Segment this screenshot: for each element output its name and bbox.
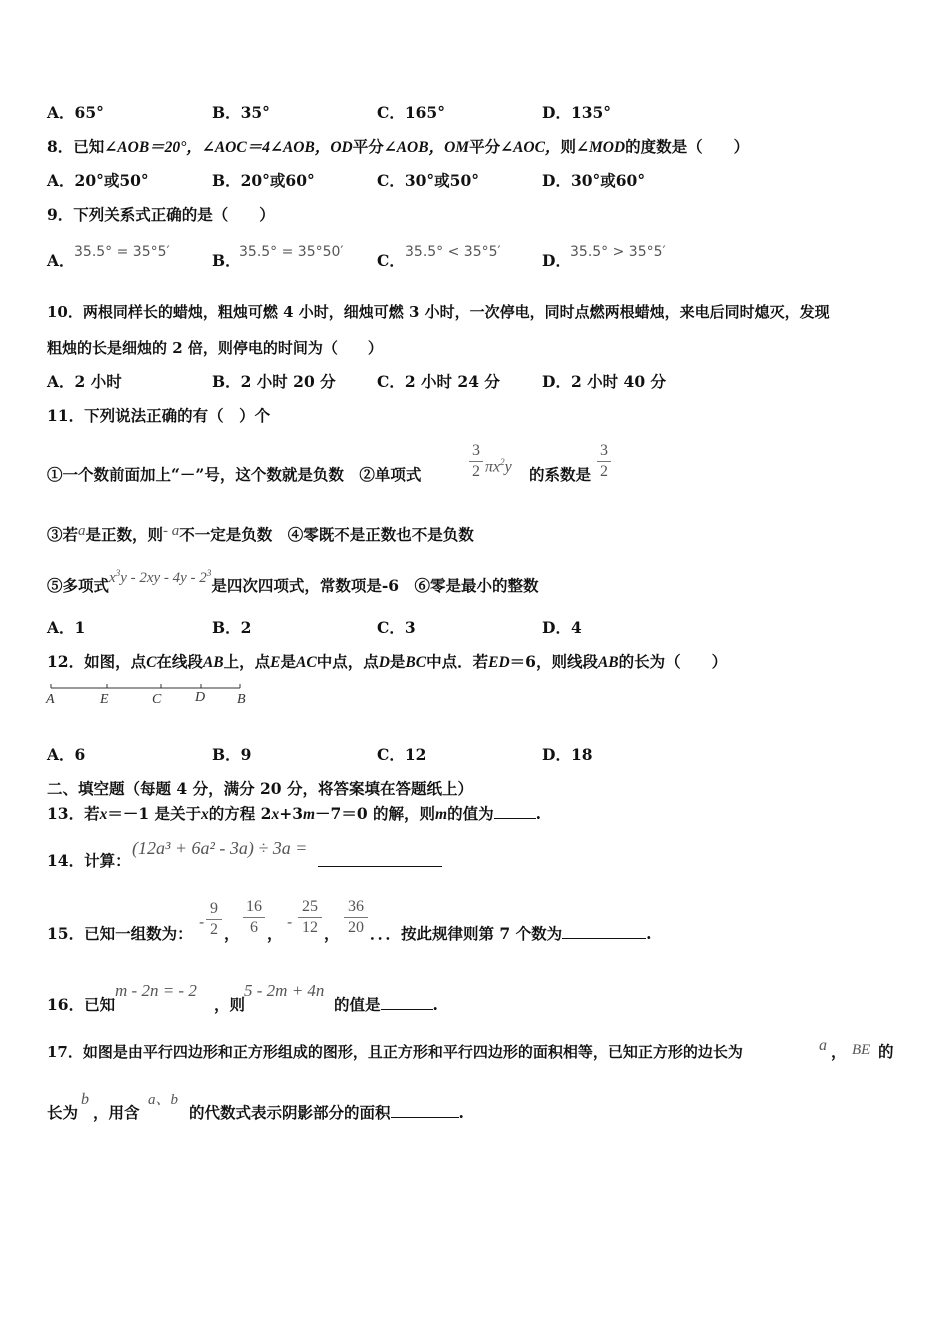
q15-frac-4: 36 20 — [344, 898, 368, 937]
q15-label: 15．已知一组数为： — [47, 924, 193, 943]
q9-option-b: B． — [212, 251, 241, 270]
q15-comma-1: ， — [224, 924, 240, 943]
q16-mid: ，则 — [214, 995, 246, 1014]
q14-expression: (12a³ + 6a² - 3a) ÷ 3a = — [132, 838, 308, 858]
q15-minus-3: - — [287, 913, 293, 931]
q8-stem: 8．已知∠AOB＝20°，∠AOC＝4∠AOB，OD平分∠AOB，OM平分∠AOC，则∠MOD的度数是（ ） — [47, 137, 750, 156]
q14-label: 14．计算： — [47, 851, 131, 870]
point-label-c: C — [152, 692, 162, 707]
q12-stem: 12．如图，点C在线段AB上，点E是AC中点，点D是BC中点．若ED＝6，则线段AB的长为（ ） — [47, 652, 728, 671]
q9-option-d-expr: 35.5° > 35°5′ — [570, 244, 666, 260]
q7-option-a: A．65° — [47, 103, 104, 122]
q15-frac-3: 25 12 — [298, 898, 322, 937]
q17-line2a: 长为 — [47, 1103, 79, 1122]
q10-option-b: B．2 小时 20 分 — [212, 372, 336, 391]
q16-condition: m - 2n = - 2 — [115, 981, 197, 1000]
q11-monomial-frac: 3 2 — [469, 442, 483, 481]
q12-segment-diagram — [45, 680, 255, 694]
q17-vars-ab: a、b — [148, 1092, 179, 1108]
q14-answer-blank[interactable] — [318, 852, 442, 867]
q15-comma-2: ， — [267, 924, 283, 943]
q11-statement-3-4: ③若a是正数，则- a不一定是负数 ④零既不是正数也不是负数 — [47, 523, 474, 544]
q17-line2c: 的代数式表示阴影部分的面积 . — [189, 1103, 464, 1122]
q17-var-b: b — [81, 1091, 89, 1108]
q16-expression: 5 - 2m + 4n — [244, 981, 325, 1000]
q10-option-d: D．2 小时 40 分 — [542, 372, 666, 391]
q11-monomial-expr: $\pi x^2y$ — [485, 457, 512, 476]
q12-option-b: B．9 — [212, 745, 252, 764]
q11-coef-label: 的系数是 — [529, 465, 592, 484]
q11-option-d: D．4 — [542, 618, 582, 637]
q12-option-c: C．12 — [377, 745, 427, 764]
point-label-b: B — [237, 692, 246, 707]
q7-option-d: D．135° — [542, 103, 612, 122]
point-label-d: D — [195, 690, 206, 705]
q17-comma: ， — [831, 1042, 847, 1061]
q8-option-d: D．30°或60° — [542, 171, 646, 190]
q15-answer-blank[interactable] — [562, 938, 646, 939]
q10-option-c: C．2 小时 24 分 — [377, 372, 500, 391]
q11-coef-frac: 3 2 — [597, 442, 611, 481]
q8-option-b: B．20°或60° — [212, 171, 315, 190]
q10-option-a: A．2 小时 — [47, 372, 122, 391]
section-2-heading: 二、填空题（每题 4 分，满分 20 分，将答案填在答题纸上） — [47, 779, 473, 798]
q11-statement-1-2: ①一个数前面加上“－”号，这个数就是负数 ②单项式 — [47, 465, 422, 484]
q15-frac-1: 9 2 — [206, 900, 222, 939]
q9-option-c: C． — [377, 251, 405, 270]
q17-de: 的 — [878, 1042, 894, 1061]
q13-stem: 13．若x＝－1 是关于x的方程 2x+3m－7＝0 的解，则m的值为 . — [47, 804, 541, 823]
q15-minus-1: - — [199, 913, 205, 931]
q10-stem-line1: 10．两根同样长的蜡烛，粗烛可燃 4 小时，细烛可燃 3 小时，一次停电，同时点燃两根蜡烛，来电后同时熄灭，发现 — [47, 303, 830, 321]
point-label-a: A — [46, 692, 55, 707]
q17-var-a: a — [819, 1037, 827, 1054]
q16-label: 16．已知 — [47, 995, 116, 1014]
q7-option-b: B．35° — [212, 103, 270, 122]
q13-answer-blank[interactable] — [494, 818, 536, 819]
q9-option-a-expr: 35.5° = 35°5′ — [74, 244, 170, 260]
q10-stem-line2: 粗烛的长是细烛的 2 倍，则停电的时间为（ ） — [47, 339, 383, 357]
q11-statement-5-6: ⑤多项式$x^3y - 2xy - 4y - 2^3$是四次四项式，常数项是-6 ⑥零是最小的整数 — [47, 568, 539, 595]
q8-option-a: A．20°或50° — [47, 171, 149, 190]
q15-frac-2: 16 6 — [243, 898, 265, 937]
q9-option-a: A． — [47, 251, 75, 270]
q7-option-c: C．165° — [377, 103, 445, 122]
q16-tail: 的值是 . — [334, 995, 438, 1014]
q11-option-b: B．2 — [212, 618, 252, 637]
q9-option-d: D． — [542, 251, 571, 270]
q16-answer-blank[interactable] — [381, 1009, 433, 1010]
q9-stem: 9．下列关系式正确的是（ ） — [47, 205, 275, 224]
q12-option-a: A．6 — [47, 745, 86, 764]
point-label-e: E — [100, 692, 109, 707]
q11-option-c: C．3 — [377, 618, 416, 637]
q12-option-d: D．18 — [542, 745, 593, 764]
q17-line2b: ，用含 — [93, 1103, 140, 1122]
q17-var-be: BE — [852, 1042, 871, 1058]
q17-line1: 17．如图是由平行四边形和正方形组成的图形，且正方形和平行四边形的面积相等，已知正方形的边长为 — [47, 1043, 743, 1061]
q9-option-b-expr: 35.5° = 35°50′ — [239, 244, 344, 260]
q8-option-c: C．30°或50° — [377, 171, 479, 190]
q15-tail: ．．．按此规律则第 7 个数为 . — [370, 924, 652, 943]
q11-option-a: A．1 — [47, 618, 86, 637]
q15-comma-3: ， — [324, 924, 340, 943]
q11-stem: 11．下列说法正确的有（ ）个 — [47, 406, 271, 425]
q9-option-c-expr: 35.5° < 35°5′ — [405, 244, 501, 260]
q17-answer-blank[interactable] — [391, 1117, 459, 1118]
